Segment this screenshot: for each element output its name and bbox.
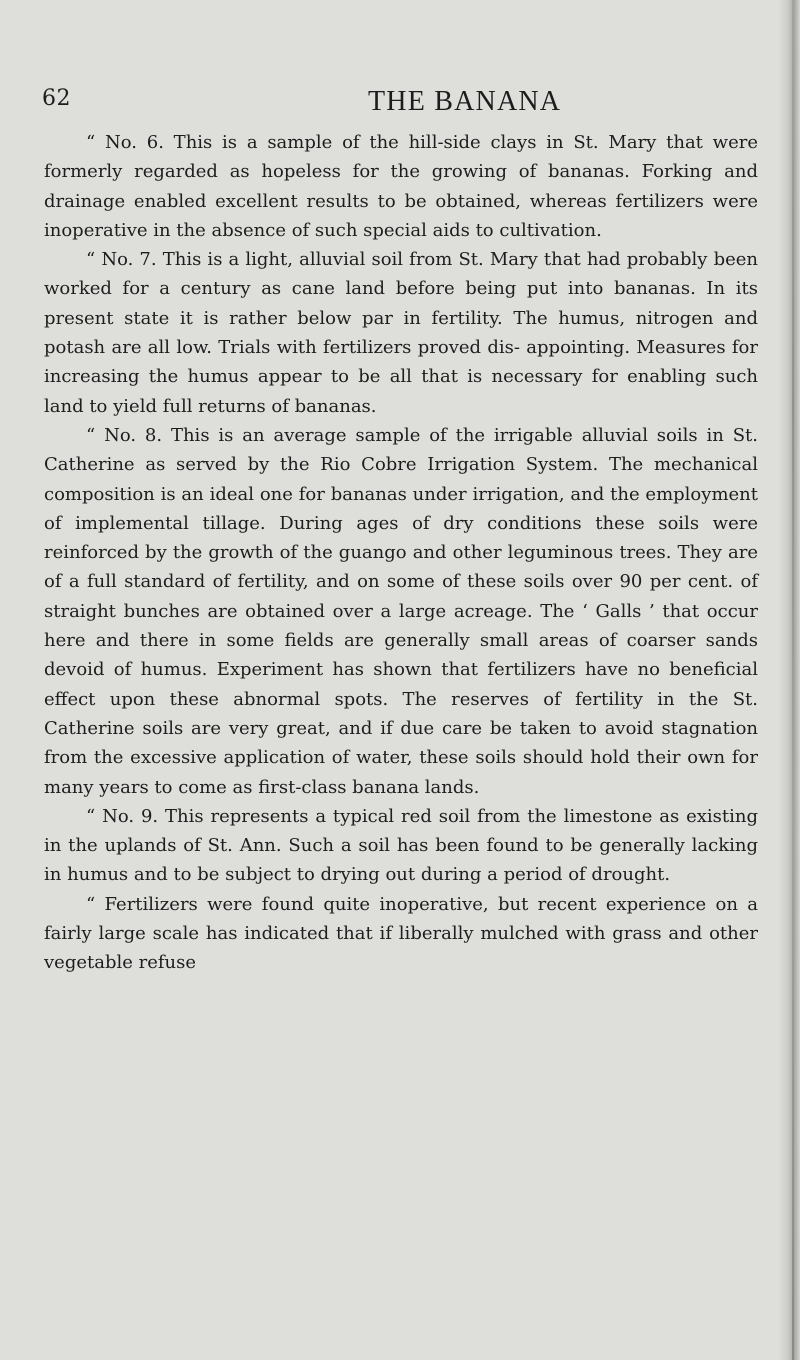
running-title: THE BANANA <box>368 86 562 117</box>
page-edge-line <box>792 0 794 1360</box>
running-head <box>0 86 800 122</box>
page-number: 62 <box>42 86 71 111</box>
paragraph-no-7: “ No. 7. This is a light, alluvial soil from St. Mary that had probably been worked for a century as cane land before being put into bananas. In its present state it is rather below par in fertility. The humus, nitrogen and potash are all low. Trials with fertilizers proved dis- appointing. Measures for increasing the humus appear to be all that is necessary for enabling such land to yield full returns of bananas. <box>44 249 758 417</box>
paragraph-no-8: “ No. 8. This is an average sample of the irrigable alluvial soils in St. Catherine as served by the Rio Cobre Irrigation System. The mechanical composition is an ideal one for bananas under irrigation, and the employment of implemental tillage. During ages of dry conditions these soils were reinforced by the growth of the guango and other leguminous trees. They are of a full standard of fertility, and on some of these soils over 90 per cent. of straight bunches are obtained over a large acreage. The ‘ Galls ’ that occur here and there in some fields are generally small areas of coarser sands devoid of humus. Experiment has shown that fertilizers have no beneficial effect upon these abnormal spots. The reserves of fertility in the St. Catherine soils are very great, and if due care be taken to avoid stagnation from the excessive application of water, these soils should hold their own for many years to come as first-class banana lands. <box>44 424 758 798</box>
body-text <box>44 128 758 978</box>
paragraph-fertilizers: “ Fertilizers were found quite inoperative, but recent experience on a fairly large scale has indicated that if liberally mulched with grass and other vegetable refuse <box>44 893 758 974</box>
paragraph-no-9: “ No. 9. This represents a typical red soil from the limestone as existing in the uplands of St. Ann. Such a soil has been found to be generally lacking in humus and to be subject to drying out during a period of drought. <box>44 805 758 886</box>
paragraph-no-6: “ No. 6. This is a sample of the hill-side clays in St. Mary that were formerly regarded as hopeless for the growing of bananas. Forking and drainage enabled excellent results to be obtained, whereas fertilizers were inoperative in the absence of such special aids to cultivation. <box>44 132 758 241</box>
page-edge-shadow <box>778 0 800 1360</box>
